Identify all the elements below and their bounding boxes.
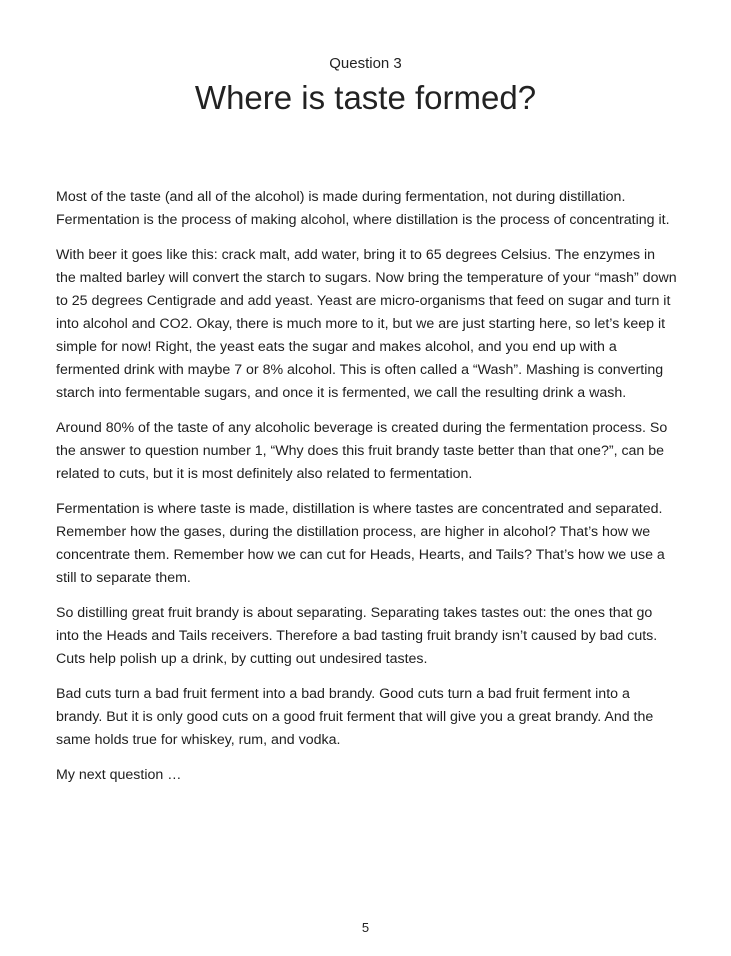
paragraph: Bad cuts turn a bad fruit ferment into a bad brandy. Good cuts turn a bad fruit ferment into a brandy. But it is only good cuts on a good fruit ferment that will give you a great brandy. And the same holds true for whiskey, rum, and vodka. — [56, 686, 654, 748]
paragraph: With beer it goes like this: crack malt, add water, bring it to 65 degrees Celsius. The enzymes in the malted barley will convert the starch to sugars. Now bring the temperature of your “mash” down to 25 degrees Centigrade and add yeast. Yeast are micro-organisms that feed on sugar and turn it into alcohol and CO2. Okay, there is much more to it, but we are just starting here, so let’s keep it simple for now! Right, the yeast eats the sugar and makes alcohol, and you end up with a fermented drink with maybe 7 or 8% alcohol. This is often called a “Wash”. Mashing is converting starch into fermentable sugars, and once it is fermented, we call the resulting drink a wash. — [56, 247, 677, 401]
paragraph: Around 80% of the taste of any alcoholic beverage is created during the fermentation process. So the answer to question number 1, “Why does this fruit brandy taste better than that one?”, can be related to cuts, but it is most definitely also related to fermentation. — [56, 420, 668, 482]
paragraph: Most of the taste (and all of the alcohol) is made during fermentation, not during distillation. Fermentation is the process of making alcohol, where distillation is the process of concentrating it. — [56, 189, 670, 228]
paragraph: So distilling great fruit brandy is about separating. Separating takes tastes out: the ones that go into the Heads and Tails receivers. Therefore a bad tasting fruit brandy isn’t caused by bad cuts. Cuts help polish up a drink, by cutting out undesired tastes. — [56, 605, 658, 667]
paragraph: My next question … — [56, 767, 182, 783]
question-label: Question 3 — [329, 55, 402, 72]
page-number: 5 — [361, 920, 370, 935]
body-text — [56, 186, 678, 799]
page-title: Where is taste formed? — [194, 79, 537, 116]
paragraph: Fermentation is where taste is made, distillation is where tastes are concentrated and separated. Remember how the gases, during the distillation process, are higher in alcohol? That’s how we concentrate them. Remember how we can cut for Heads, Hearts, and Tails? That’s how we use a still to separate them. — [56, 501, 665, 586]
